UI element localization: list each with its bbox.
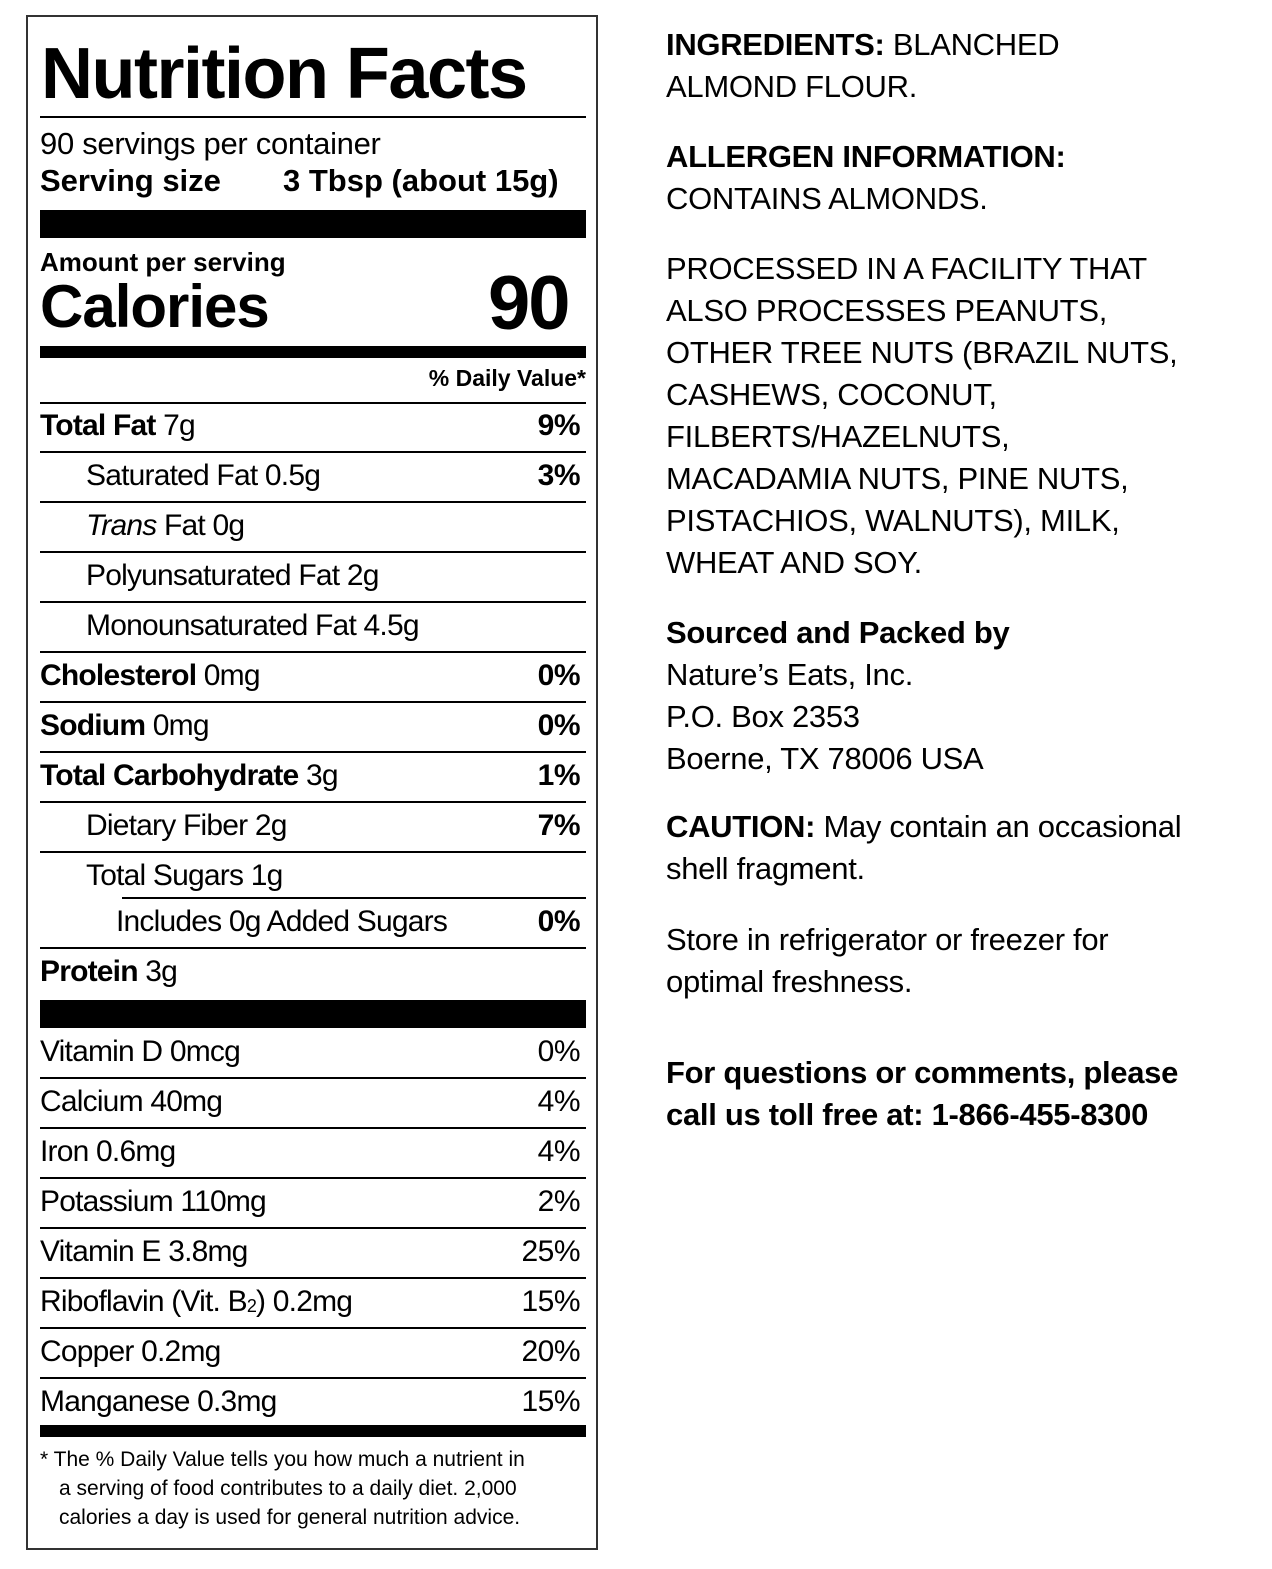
- divider: [40, 1327, 586, 1329]
- nutrient-amount: 4.5g: [363, 609, 419, 642]
- vitamin-name: Riboflavin (Vit. B: [40, 1285, 247, 1318]
- nutrient-amount: 2g: [254, 809, 287, 842]
- vitamin-name: Potassium: [40, 1185, 173, 1218]
- divider: [40, 801, 586, 803]
- nutrient-name: Fat: [164, 509, 205, 542]
- serving-size-value: 3 Tbsp (about 15g): [283, 163, 559, 198]
- vitamin-name: Calcium: [40, 1085, 143, 1118]
- vitamin-amount: 0.2mg: [272, 1285, 353, 1318]
- vitamin-name: Vitamin E: [40, 1235, 161, 1268]
- company-name: Nature’s Eats, Inc.: [666, 657, 914, 692]
- medium-divider: [40, 1425, 586, 1437]
- calories-label: Calories: [40, 273, 269, 340]
- servings-per-container: 90 servings per container: [40, 126, 381, 161]
- thick-divider: [40, 1000, 586, 1028]
- nutrient-name-italic: Trans: [86, 509, 157, 542]
- footnote-line: a serving of food contributes to a daily diet. 2,000: [59, 1477, 517, 1500]
- vitamin-amount: 110mg: [180, 1185, 266, 1218]
- divider: [40, 1177, 586, 1179]
- serving-size-label: Serving size: [40, 163, 221, 198]
- divider: [40, 601, 586, 603]
- amount-per-serving: Amount per serving: [40, 247, 286, 277]
- nutrient-amount: 3g: [305, 759, 338, 792]
- nutrient-name: Total Fat: [40, 409, 156, 442]
- allergen-section: [666, 136, 1246, 220]
- caution-text: shell fragment.: [666, 851, 865, 886]
- divider: [40, 1127, 586, 1129]
- vitamin-name-suffix: ): [256, 1285, 266, 1318]
- vitamin-name: Manganese: [40, 1385, 190, 1418]
- facility-line: CASHEWS, COCONUT,: [666, 377, 997, 412]
- nutrient-dv: 3%: [537, 459, 580, 492]
- allergen-text: CONTAINS ALMONDS.: [666, 181, 988, 216]
- nutrient-amount: 1g: [250, 859, 283, 892]
- ingredients-label: INGREDIENTS:: [666, 27, 885, 62]
- divider: [40, 116, 586, 118]
- vitamin-amount: 3.8mg: [168, 1235, 248, 1268]
- vitamin-dv: 4%: [537, 1085, 580, 1118]
- nutrient-dv: 9%: [537, 409, 580, 442]
- allergen-label: ALLERGEN INFORMATION:: [666, 139, 1066, 174]
- nutrient-name: Monounsaturated Fat: [86, 609, 356, 642]
- facility-line: MACADAMIA NUTS, PINE NUTS,: [666, 461, 1129, 496]
- nutrient-amount: 2g: [346, 559, 379, 592]
- vitamin-amount: 0.6mg: [96, 1135, 176, 1168]
- divider: [40, 1277, 586, 1279]
- po-box: P.O. Box 2353: [666, 699, 860, 734]
- facility-line: PISTACHIOS, WALNUTS), MILK,: [666, 503, 1120, 538]
- divider: [40, 551, 586, 553]
- nutrient-dv: 7%: [537, 809, 580, 842]
- vitamin-amount: 0.2mg: [141, 1335, 221, 1368]
- caution-label: CAUTION:: [666, 809, 816, 844]
- vitamin-dv: 25%: [521, 1235, 580, 1268]
- contact-phone: call us toll free at: 1-866-455-8300: [666, 1097, 1149, 1132]
- nutrient-name: Total Carbohydrate: [40, 759, 299, 792]
- daily-value-header: % Daily Value*: [428, 365, 586, 391]
- caution-text: May contain an occasional: [815, 809, 1182, 844]
- facility-line: FILBERTS/HAZELNUTS,: [666, 419, 1010, 454]
- vitamin-dv: 15%: [521, 1285, 580, 1318]
- nutrient-name: Polyunsaturated Fat: [86, 559, 340, 592]
- storage-text: Store in refrigerator or freezer for: [666, 922, 1109, 957]
- vitamin-dv: 4%: [537, 1135, 580, 1168]
- vitamin-amount: 0mcg: [169, 1035, 241, 1068]
- vitamin-name: Copper: [40, 1335, 134, 1368]
- nutrient-amount: 7g: [163, 409, 195, 442]
- divider: [40, 851, 586, 853]
- vitamin-dv: 0%: [537, 1035, 580, 1068]
- thick-divider: [40, 210, 586, 238]
- vitamin-subscript: 2: [246, 1296, 257, 1316]
- nutrient-name: Cholesterol: [40, 659, 197, 692]
- nutrition-facts-title: Nutrition Facts: [41, 34, 527, 114]
- divider: [40, 1377, 586, 1379]
- facility-section: [666, 248, 1246, 584]
- nutrient-dv: 0%: [537, 709, 580, 742]
- nutrient-amount: 0g: [212, 509, 245, 542]
- vitamin-name: Iron: [40, 1135, 89, 1168]
- nutrient-name: Sodium: [40, 709, 146, 742]
- divider: [122, 897, 586, 899]
- facility-line: ALSO PROCESSES PEANUTS,: [666, 293, 1108, 328]
- divider: [40, 1227, 586, 1229]
- nutrient-name: Saturated Fat: [86, 459, 258, 492]
- divider: [40, 751, 586, 753]
- medium-divider: [40, 346, 586, 358]
- ingredients-text: BLANCHED: [884, 27, 1060, 62]
- vitamin-dv: 15%: [521, 1385, 580, 1418]
- divider: [40, 451, 586, 453]
- footnote-line: * The % Daily Value tells you how much a nutrient in: [40, 1448, 525, 1471]
- divider: [40, 947, 586, 949]
- nutrient-name: Dietary Fiber: [86, 809, 248, 842]
- vitamin-amount: 0.3mg: [197, 1385, 277, 1418]
- ingredients-section: [666, 24, 1246, 108]
- caution-section: [666, 806, 1246, 890]
- nutrient-name: Protein: [40, 955, 138, 988]
- calories-value: 90: [488, 261, 569, 346]
- facility-line: OTHER TREE NUTS (BRAZIL NUTS,: [666, 335, 1178, 370]
- nutrient-amount: 0.5g: [264, 459, 321, 492]
- nutrient-amount: 0mg: [152, 709, 209, 742]
- nutrient-amount: 0mg: [203, 659, 260, 692]
- divider: [40, 402, 586, 404]
- nutrient-dv: 0%: [537, 905, 580, 938]
- nutrient-amount: 3g: [145, 955, 178, 988]
- vitamin-dv: 2%: [537, 1185, 580, 1218]
- footnote-line: calories a day is used for general nutrition advice.: [59, 1506, 521, 1529]
- contact-section: [666, 1052, 1246, 1136]
- nutrient-name: Total Sugars: [86, 859, 244, 892]
- facility-line: PROCESSED IN A FACILITY THAT: [666, 251, 1147, 286]
- contact-text: For questions or comments, please: [666, 1055, 1179, 1090]
- nutrient-dv: 1%: [537, 759, 580, 792]
- divider: [40, 701, 586, 703]
- vitamin-dv: 20%: [521, 1335, 580, 1368]
- divider: [40, 1077, 586, 1079]
- vitamin-name: Vitamin D: [40, 1035, 163, 1068]
- nutrient-dv: 0%: [537, 659, 580, 692]
- sourced-section: [666, 612, 1246, 780]
- facility-line: WHEAT AND SOY.: [666, 545, 922, 580]
- divider: [40, 651, 586, 653]
- sourced-label: Sourced and Packed by: [666, 615, 1010, 650]
- storage-section: [666, 919, 1246, 1003]
- divider: [40, 501, 586, 503]
- vitamin-amount: 40mg: [150, 1085, 223, 1118]
- ingredients-text: ALMOND FLOUR.: [666, 69, 918, 104]
- nutrient-name: Includes 0g Added Sugars: [116, 905, 448, 938]
- city-address: Boerne, TX 78006 USA: [666, 741, 984, 776]
- storage-text: optimal freshness.: [666, 964, 913, 999]
